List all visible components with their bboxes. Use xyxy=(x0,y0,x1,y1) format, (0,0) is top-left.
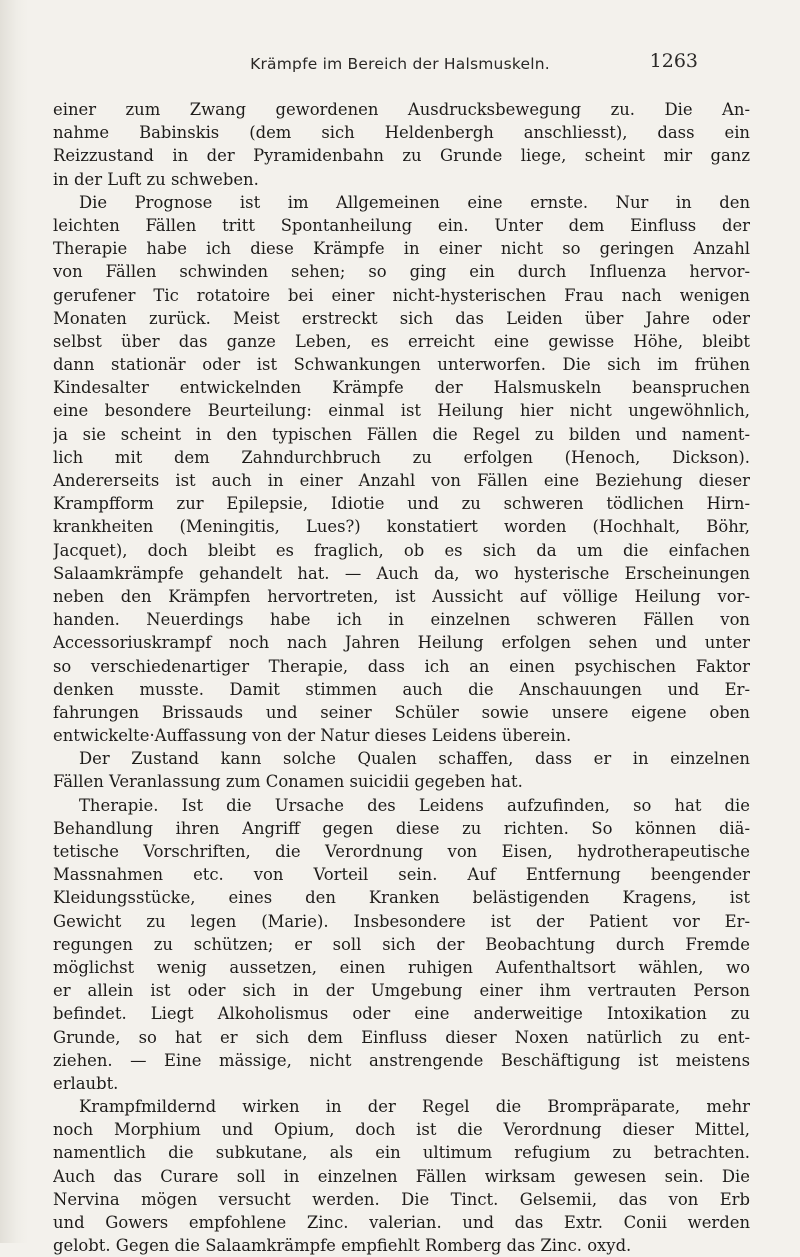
text-line: Krampfmildernd wirken in der Regel die Brompräparate, mehr xyxy=(79,1097,750,1117)
text-line: Therapie habe ich diese Krämpfe in einer nicht so geringen Anzahl xyxy=(53,239,750,259)
text-line: Jacquet), doch bleibt es fraglich, ob es sich da um die einfachen xyxy=(53,540,750,560)
text-line: erlaubt. xyxy=(53,1073,119,1093)
text-line: selbst über das ganze Leben, es erreicht eine gewisse Höhe, bleibt xyxy=(53,331,750,351)
text-line: Auch das Curare soll in einzelnen Fällen wirksam gewesen sein. Die xyxy=(53,1166,750,1186)
text-line: Salaamkrämpfe gehandelt hat. — Auch da, wo hysterische Erscheinungen xyxy=(53,563,750,583)
text-line: entwickelte·Auffassung von der Natur dieses Leidens überein. xyxy=(53,726,572,746)
text-line: Der Zustand kann solche Qualen schaffen, dass er in einzelnen xyxy=(79,749,750,769)
text-line: Grunde, so hat er sich dem Einfluss dieser Noxen natürlich zu ent- xyxy=(53,1027,750,1047)
text-line: Die Prognose ist im Allgemeinen eine ernste. Nur in den xyxy=(79,192,750,212)
running-title: Krämpfe im Bereich der Halsmuskeln. xyxy=(250,55,550,73)
text-line: Kindesalter entwickelnden Krämpfe der Halsmuskeln beanspruchen xyxy=(53,378,750,398)
text-line: tetische Vorschriften, die Verordnung von Eisen, hydrotherapeutische xyxy=(53,842,750,861)
text-line: Andererseits ist auch in einer Anzahl von Fällen eine Beziehung dieser xyxy=(53,471,750,490)
text-line: Monaten zurück. Meist erstreckt sich das Leiden über Jahre oder xyxy=(53,308,750,328)
body-text xyxy=(53,98,750,1257)
text-line: möglichst wenig aussetzen, einen ruhigen Aufenthaltsort wählen, wo xyxy=(53,957,750,977)
text-line: gelobt. Gegen die Salaamkrämpfe empfiehlt Romberg das Zinc. oxyd. xyxy=(53,1236,632,1256)
text-line: Nervina mögen versucht werden. Die Tinct. Gelsemii, das von Erb xyxy=(53,1189,750,1209)
text-line: gerufener Tic rotatoire bei einer nicht-hysterischen Frau nach wenigen xyxy=(53,285,750,305)
text-line: von Fällen schwinden sehen; so ging ein durch Influenza hervor- xyxy=(53,262,750,282)
page-gutter-shadow xyxy=(0,0,28,1243)
text-line: Massnahmen etc. von Vorteil sein. Auf Entfernung beengender xyxy=(53,865,750,885)
text-line: neben den Krämpfen hervortreten, ist Aussicht auf völlige Heilung vor- xyxy=(53,586,750,606)
text-line: ja sie scheint in den typischen Fällen die Regel zu bilden und nament- xyxy=(53,424,750,444)
text-line: leichten Fällen tritt Spontanheilung ein. Unter dem Einfluss der xyxy=(53,215,750,235)
text-line: Therapie. Ist die Ursache des Leidens aufzufinden, so hat die xyxy=(79,795,750,815)
text-line: handen. Neuerdings habe ich in einzelnen schweren Fällen von xyxy=(53,610,750,630)
text-line: Accessoriuskrampf noch nach Jahren Heilung erfolgen sehen und unter xyxy=(53,633,750,653)
text-line: ziehen. — Eine mässige, nicht anstrengende Beschäftigung ist meistens xyxy=(53,1050,750,1070)
text-line: regungen zu schützen; er soll sich der Beobachtung durch Fremde xyxy=(53,934,750,954)
text-line: Reizzustand in der Pyramidenbahn zu Grunde liege, scheint mir ganz xyxy=(53,146,750,166)
text-line: lich mit dem Zahndurchbruch zu erfolgen (Henoch, Dickson). xyxy=(53,447,750,467)
text-line: Kleidungsstücke, eines den Kranken belästigenden Kragens, ist xyxy=(53,888,750,908)
text-line: noch Morphium und Opium, doch ist die Verordnung dieser Mittel, xyxy=(53,1120,750,1140)
text-line: Behandlung ihren Angriff gegen diese zu richten. So können diä- xyxy=(53,818,750,838)
page-number: 1263 xyxy=(649,50,698,72)
text-line: so verschiedenartiger Therapie, dass ich an einen psychischen Faktor xyxy=(53,656,750,676)
text-line: Krampfform zur Epilepsie, Idiotie und zu schweren tödlichen Hirn- xyxy=(53,494,750,514)
text-line: denken musste. Damit stimmen auch die Anschauungen und Er- xyxy=(53,679,750,699)
text-line: Fällen Veranlassung zum Conamen suicidii gegeben hat. xyxy=(53,772,523,792)
page-header xyxy=(0,50,800,77)
text-line: Gewicht zu legen (Marie). Insbesondere ist der Patient vor Er- xyxy=(53,911,750,931)
text-line: befindet. Liegt Alkoholismus oder eine anderweitige Intoxikation zu xyxy=(53,1004,750,1024)
text-line: krankheiten (Meningitis, Lues?) konstatiert worden (Hochhalt, Böhr, xyxy=(53,517,750,537)
text-line: er allein ist oder sich in der Umgebung einer ihm vertrauten Person xyxy=(53,981,750,1001)
text-line: und Gowers empfohlene Zinc. valerian. und das Extr. Conii werden xyxy=(53,1213,750,1232)
text-line: namentlich die subkutane, als ein ultimum refugium zu betrachten. xyxy=(53,1143,750,1163)
text-line: einer zum Zwang gewordenen Ausdrucksbewegung zu. Die An- xyxy=(53,100,750,119)
text-line: eine besondere Beurteilung: einmal ist Heilung hier nicht ungewöhnlich, xyxy=(53,401,750,421)
text-line: dann stationär oder ist Schwankungen unterworfen. Die sich im frühen xyxy=(53,355,750,375)
text-line: nahme Babinskis (dem sich Heldenbergh anschliesst), dass ein xyxy=(53,123,750,143)
text-line: in der Luft zu schweben. xyxy=(53,169,259,189)
text-line: fahrungen Brissauds und seiner Schüler sowie unsere eigene oben xyxy=(53,702,750,722)
